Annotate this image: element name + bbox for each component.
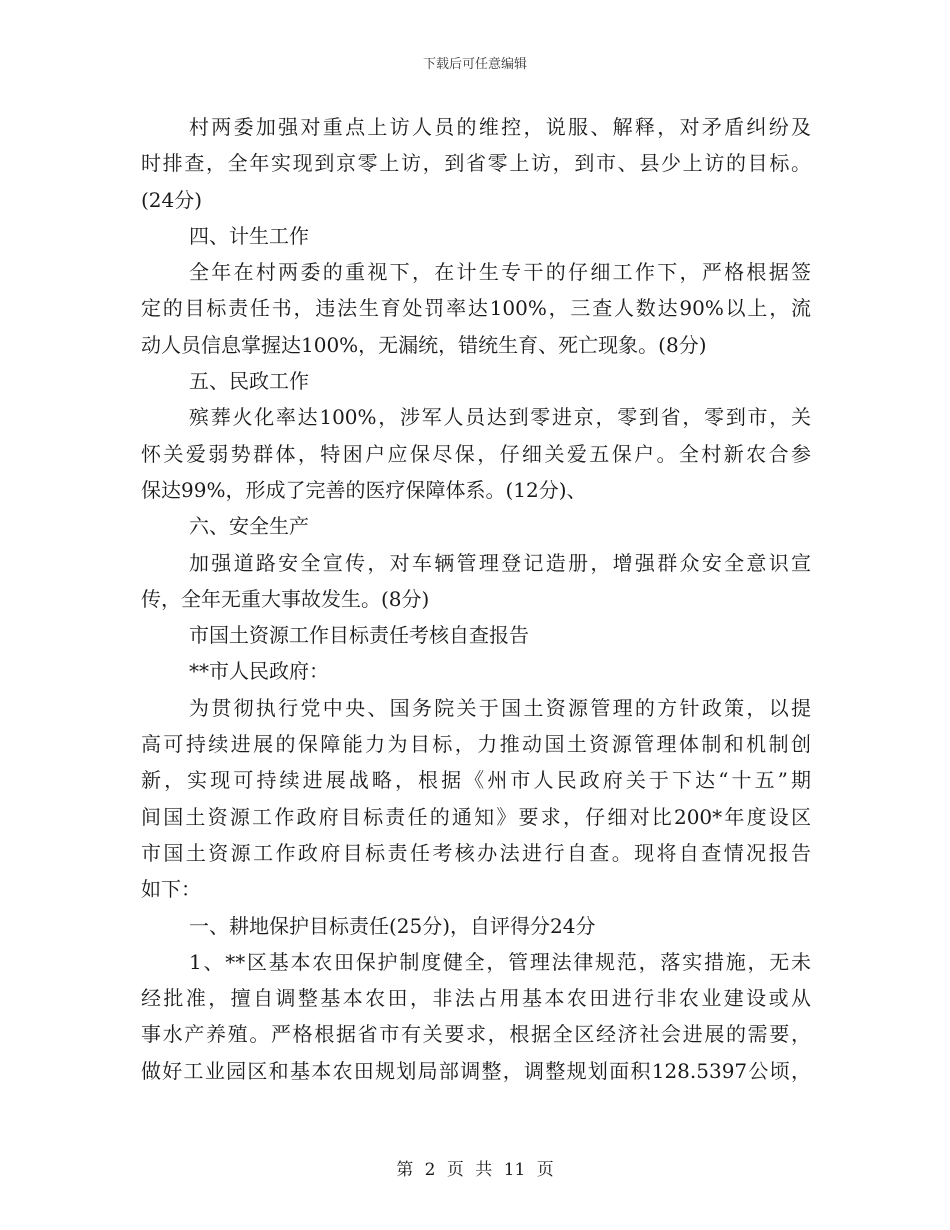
text-line: 传，全年无重大事故发生。(8分) <box>141 586 430 611</box>
document-body <box>141 109 811 1089</box>
text-line: 殡葬火化率达100%，涉军人员达到零进京，零到省，零到市，关 <box>189 405 811 430</box>
text-line: 四、计生工作 <box>189 223 309 248</box>
text-line: 全年在村两委的重视下，在计生专干的仔细工作下，严格根据签 <box>189 260 811 285</box>
text-line: 保达99%，形成了完善的医疗保障体系。(12分)、 <box>141 477 587 502</box>
text-line: 新，实现可持续进展战略，根据《州市人民政府关于下达“十五”期 <box>141 768 811 793</box>
text-line: 事水产养殖。严格根据省市有关要求，根据全区经济社会进展的需要， <box>141 1022 811 1047</box>
text-line: 间国土资源工作政府目标责任的通知》要求，仔细对比200*年度设区 <box>141 804 811 829</box>
text-line: 动人员信息掌握达100%，无漏统，错统生育、死亡现象。(8分) <box>141 332 707 357</box>
text-line: 村两委加强对重点上访人员的维控，说服、解释，对矛盾纠纷及 <box>189 115 811 139</box>
text-line: 做好工业园区和基本农田规划局部调整，调整规划面积128.5397公顷， <box>141 1058 811 1083</box>
text-line: 市国土资源工作目标责任考核自查报告 <box>189 623 529 648</box>
text-line: (24分) <box>141 187 203 212</box>
text-line: 时排查，全年实现到京零上访，到省零上访，到市、县少上访的目标。 <box>141 151 811 176</box>
text-line: **市人民政府： <box>189 659 329 684</box>
text-line: 1、**区基本农田保护制度健全，管理法律规范，落实措施，无未 <box>189 949 811 974</box>
page-header: 下载后可任意编辑 <box>422 57 527 72</box>
text-line: 怀关爱弱势群体，特困户应保尽保，仔细关爱五保户。全村新农合参 <box>141 441 811 466</box>
text-line: 经批准，擅自调整基本农田，非法占用基本农田进行非农业建设或从 <box>141 986 811 1011</box>
text-line: 定的目标责任书，违法生育处罚率达100%，三查人数达90%以上，流 <box>141 296 811 321</box>
text-line: 一、耕地保护目标责任(25分)，自评得分24分 <box>189 913 596 938</box>
text-line: 五、民政工作 <box>189 369 309 394</box>
text-line: 加强道路安全宣传，对车辆管理登记造册，增强群众安全意识宣 <box>189 550 811 575</box>
text-line: 为贯彻执行党中央、国务院关于国土资源管理的方针政策，以提 <box>189 695 811 720</box>
text-line: 市国土资源工作政府目标责任考核办法进行自查。现将自查情况报告 <box>141 840 811 865</box>
page-footer: 第 2 页 共 11 页 <box>396 1160 554 1180</box>
text-line: 高可持续进展的保障能力为目标，力推动国土资源管理体制和机制创 <box>141 732 811 757</box>
text-line: 六、安全生产 <box>189 514 309 539</box>
text-line: 如下： <box>141 877 201 902</box>
